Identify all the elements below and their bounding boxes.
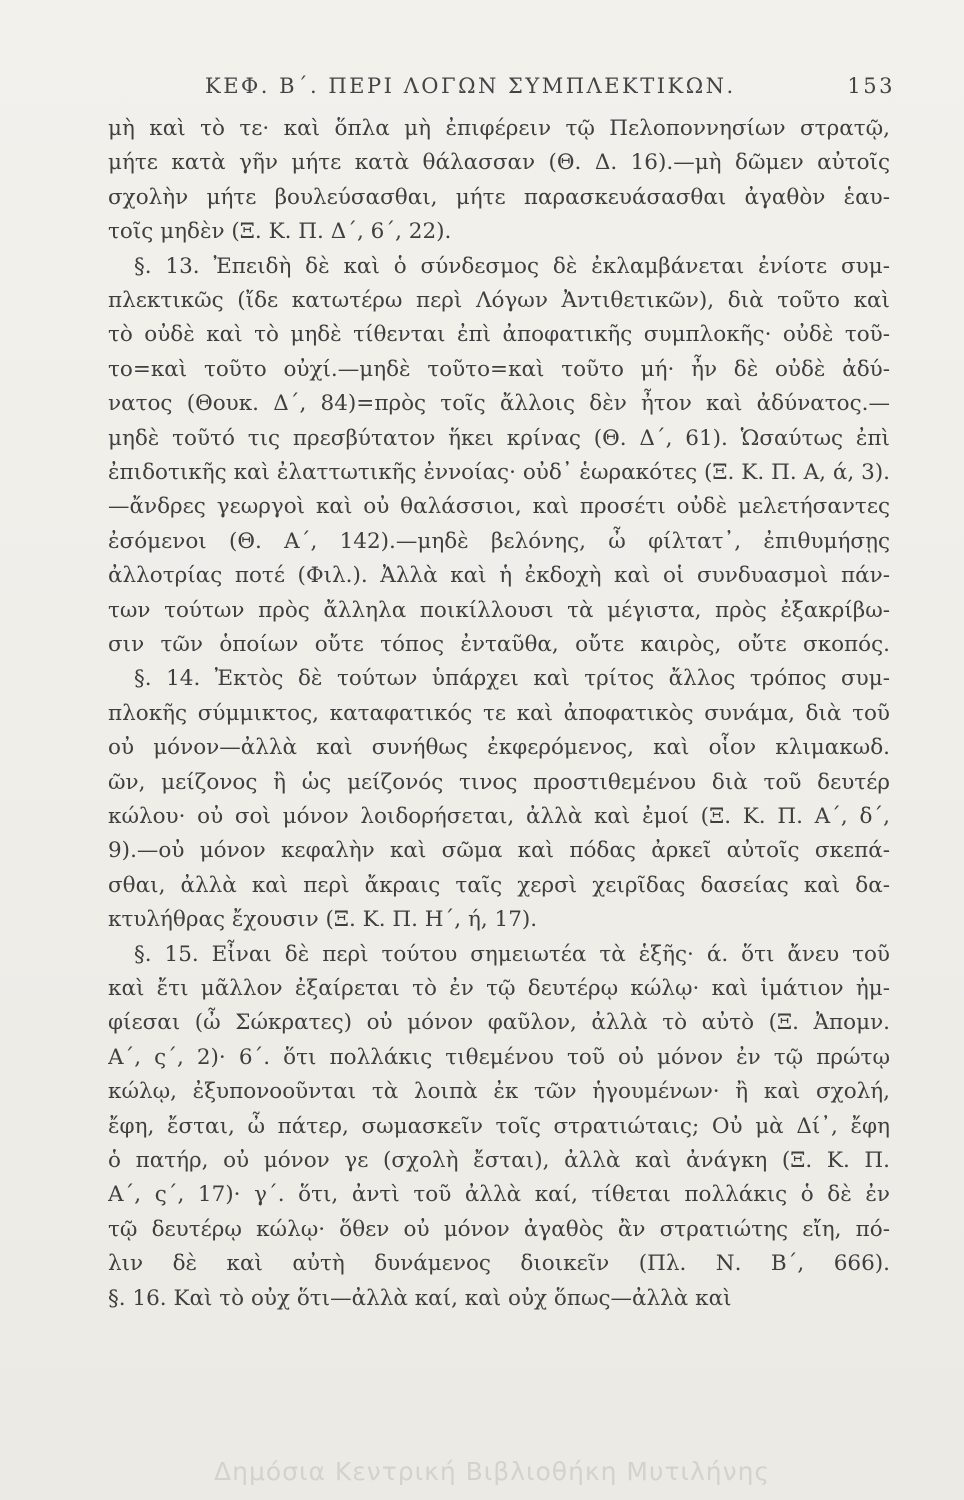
text-line: §. 15. Εἶναι δὲ περὶ τούτου σημειωτέα τὰ ἑξῆς· ά. ὅτι ἄνευ τοῦ bbox=[134, 942, 890, 967]
text-line: κτυλήθρας ἔχουσιν (Ξ. Κ. Π. Η΄, ή, 17). bbox=[108, 907, 538, 932]
page-number: 153 bbox=[847, 74, 895, 98]
text-line: σχολὴν μήτε βουλεύσασθαι, μήτε παρασκευάσασθαι ἀγαθὸν ἑαυ- bbox=[108, 185, 890, 210]
text-line: κώλου· οὐ σοὶ μόνον λοιδορήσεται, ἀλλὰ καὶ ἐμοί (Ξ. Κ. Π. Α΄, δ΄, bbox=[108, 804, 890, 829]
text-line: μὴ καὶ τὸ τε· καὶ ὅπλα μὴ ἐπιφέρειν τῷ Πελοποννησίων στρατῷ, bbox=[108, 116, 890, 141]
text-line: σθαι, ἀλλὰ καὶ περὶ ἄκραις ταῖς χερσὶ χειρῖδας δασείας καὶ δα- bbox=[108, 873, 890, 898]
library-watermark: Δημόσια Κεντρική Βιβλιοθήκη Μυτιλήνης bbox=[214, 1457, 771, 1486]
running-title: ΚΕΦ. Β΄. ΠΕΡΙ ΛΟΓΩΝ ΣΥΜΠΛΕΚΤΙΚΩΝ. bbox=[205, 74, 736, 98]
text-line: ὁ πατήρ, οὐ μόνον γε (σχολὴ ἔσται), ἀλλὰ καὶ ἀνάγκη (Ξ. Κ. Π. bbox=[108, 1148, 890, 1173]
text-line: φίεσαι (ὦ Σώκρατες) οὐ μόνον φαῦλον, ἀλλὰ τὸ αὐτὸ (Ξ. Ἀπομν. bbox=[108, 1010, 890, 1035]
text-line: νατος (Θουκ. Δ΄, 84)=πρὸς τοῖς ἄλλοις δὲν ἦτον καὶ ἀδύνατος.— bbox=[108, 391, 890, 416]
text-line: §. 14. Ἐκτὸς δὲ τούτων ὑπάρχει καὶ τρίτος ἄλλος τρόπος συμ- bbox=[134, 666, 890, 691]
text-line: κώλῳ, ἐξυπονοοῦνται τὰ λοιπὰ ἐκ τῶν ἡγουμένων· ἢ καὶ σχολή, bbox=[108, 1079, 890, 1104]
text-line: ἐπιδοτικῆς καὶ ἐλαττωτικῆς ἐννοίας· οὐδ᾽ ἑωρακότες (Ξ. Κ. Π. Α, ά, 3). bbox=[108, 460, 890, 485]
text-line: ἐσόμενοι (Θ. Α΄, 142).—μηδὲ βελόνης, ὦ φίλτατ᾽, ἐπιθυμήσῃς bbox=[108, 529, 890, 554]
text-line: Α΄, ς΄, 2)· 6΄. ὅτι πολλάκις τιθεμένου τοῦ οὐ μόνον ἐν τῷ πρώτῳ bbox=[108, 1045, 890, 1070]
text-line: λιν δὲ καὶ αὐτὴ δυνάμενος διοικεῖν (Πλ. Ν. Β΄, 666). bbox=[108, 1251, 890, 1276]
text-line: τοῖς μηδὲν (Ξ. Κ. Π. Δ΄, 6΄, 22). bbox=[108, 219, 452, 244]
text-line: τῷ δευτέρῳ κώλῳ· ὅθεν οὐ μόνον ἀγαθὸς ἂν στρατιώτης εἴη, πό- bbox=[108, 1217, 890, 1242]
text-line: τὸ οὐδὲ καὶ τὸ μηδὲ τίθενται ἐπὶ ἀποφατικῆς συμπλοκῆς· οὐδὲ τοῦ- bbox=[108, 322, 890, 347]
text-line: το=καὶ τοῦτο οὐχί.—μηδὲ τοῦτο=καὶ τοῦτο μή· ἦν δὲ οὐδὲ ἀδύ- bbox=[108, 357, 890, 382]
text-line: των τούτων πρὸς ἄλληλα ποικίλλουσι τὰ μέγιστα, πρὸς ἐξακρίβω- bbox=[108, 598, 890, 623]
text-line: καὶ ἔτι μᾶλλον ἐξαίρεται τὸ ἐν τῷ δευτέρῳ κώλῳ· καὶ ἱμάτιον ἠμ- bbox=[108, 976, 890, 1001]
text-line: ἔφη, ἔσται, ὦ πάτερ, σωμασκεῖν τοῖς στρατιώταις; Οὐ μὰ Δί᾽, ἔφη bbox=[108, 1114, 890, 1139]
text-line: §. 13. Ἐπειδὴ δὲ καὶ ὁ σύνδεσμος δὲ ἐκλαμβάνεται ἐνίοτε συμ- bbox=[134, 254, 890, 279]
text-line: —ἄνδρες γεωργοὶ καὶ οὐ θαλάσσιοι, καὶ προσέτι οὐδὲ μελετήσαντες bbox=[108, 494, 890, 519]
text-line: §. 16. Καὶ τὸ οὐχ ὅτι—ἀλλὰ καί, καὶ οὐχ ὅπως—ἀλλὰ καὶ bbox=[108, 1286, 732, 1311]
text-line: ἀλλοτρίας ποτέ (Φιλ.). Ἀλλὰ καὶ ἡ ἐκδοχὴ καὶ οἱ συνδυασμοὶ πάν- bbox=[108, 563, 890, 588]
text-line: πλεκτικῶς (ἴδε κατωτέρω περὶ Λόγων Ἀντιθετικῶν), διὰ τοῦτο καὶ bbox=[108, 288, 890, 313]
text-line: 9).—οὐ μόνον κεφαλὴν καὶ σῶμα καὶ πόδας ἀρκεῖ αὐτοῖς σκεπά- bbox=[108, 838, 890, 863]
text-line: πλοκῆς σύμμικτος, καταφατικός τε καὶ ἀποφατικὸς συνάμα, διὰ τοῦ bbox=[108, 701, 890, 726]
text-line: μηδὲ τοῦτό τις πρεσβύτατον ἥκει κρίνας (Θ. Δ΄, 61). Ὡσαύτως ἐπὶ bbox=[108, 426, 890, 451]
text-line: σιν τῶν ὁποίων οὔτε τόπος ἐνταῦθα, οὔτε καιρὸς, οὔτε σκοπός. bbox=[108, 632, 890, 657]
text-line: μήτε κατὰ γῆν μήτε κατὰ θάλασσαν (Θ. Δ. 16).—μὴ δῶμεν αὐτοῖς bbox=[108, 150, 890, 175]
text-line: Α΄, ς΄, 17)· γ΄. ὅτι, ἀντὶ τοῦ ἀλλὰ καί, τίθεται πολλάκις ὁ δὲ ἐν bbox=[108, 1182, 890, 1207]
page-header bbox=[205, 70, 895, 106]
text-line: οὐ μόνον—ἀλλὰ καὶ συνήθως ἐκφερόμενος, καὶ οἷον κλιμακωδ. bbox=[108, 735, 890, 760]
text-line: ῶν, μείζονος ἢ ὡς μείζονός τινος προστιθεμένου διὰ τοῦ δευτέρ bbox=[108, 770, 890, 795]
